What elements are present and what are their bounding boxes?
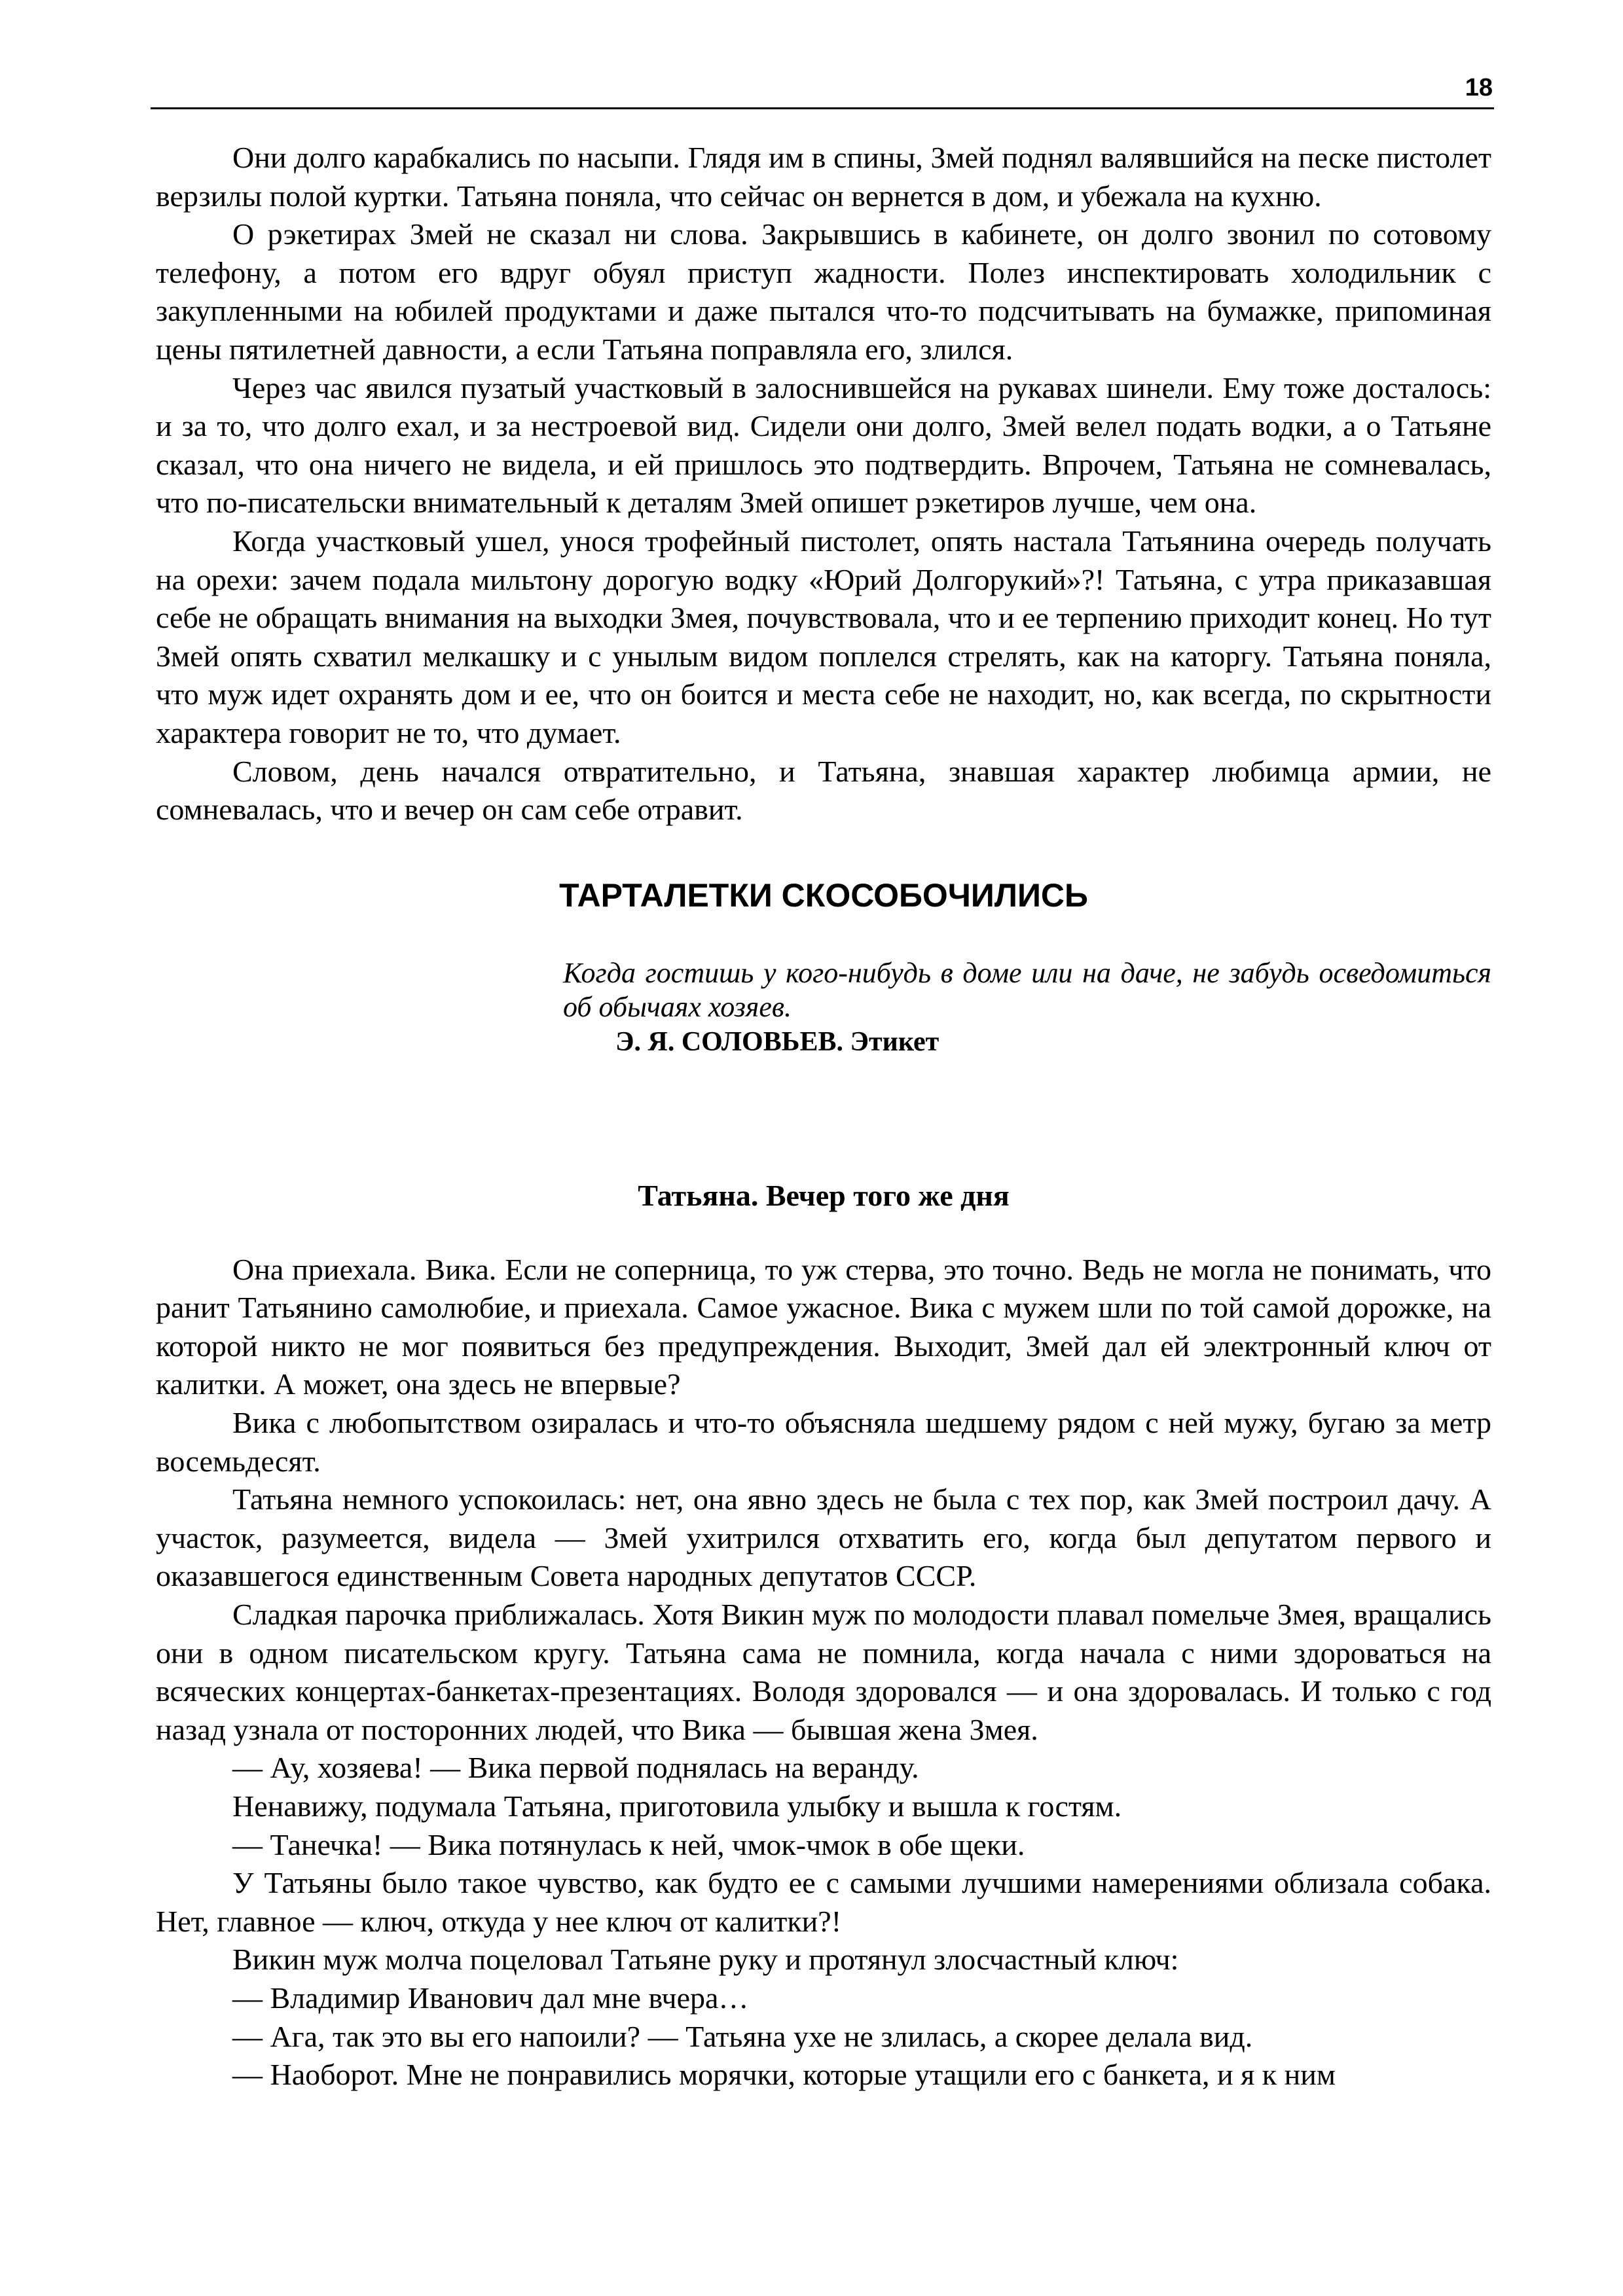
dialogue-line: — Наоборот. Мне не понравились морячки, которые утащили его с банкета, и я к ним xyxy=(232,2058,1336,2092)
paragraph: Через час явился пузатый участковый в залоснившейся на рукавах шинели. Ему тоже досталось: и за то, что долго ехал, и за нестроевой вид. Сидели они долго, Змей велел подать водки, а о Татьяне сказал, что она ничего не видела, и ей пришлось это подтвердить. Впрочем, Татьяна не сомневалась, что по-писательски внимательный к деталям Змей опишет рэкетиров лучше, чем она. xyxy=(156,370,1491,520)
header-rule xyxy=(151,107,1494,109)
dialogue-line: — Ау, хозяева! — Вика первой поднялась на веранду. xyxy=(232,1751,919,1785)
dialogue-line: — Танечка! — Вика потянулась к ней, чмок-чмок в обе щеки. xyxy=(232,1827,1025,1861)
paragraph: Когда участковый ушел, унося трофейный пистолет, опять настала Татьянина очередь получать на орехи: зачем подала мильтону дорогую водку «Юрий Долгорукий»?! Татьяна, с утра приказавшая себе не обращать внимания на выходки Змея, почувствовала, что и ее терпению приходит конец. Но тут Змей опять схватил мелкашку и с унылым видом поплелся стрелять, как на каторгу. Татьяна поняла, что муж идет охранять дом и ее, что он боится и места себе не находит, но, как всегда, по скрытности характера говорит не то, что думает. xyxy=(156,524,1491,749)
paragraph: О рэкетирах Змей не сказал ни слова. Закрывшись в кабинете, он долго звонил по сотовому телефону, а потом его вдруг обуял приступ жадности. Полез инспектировать холодильник с закупленными на юбилей продуктами и даже пытался что-то подсчитывать на бумажке, припоминая цены пятилетней давности, а если Татьяна поправляла его, злился. xyxy=(156,217,1491,366)
epigraph xyxy=(563,956,1491,1060)
page-content xyxy=(156,139,1491,2094)
dialogue-line: — Владимир Иванович дал мне вчера… xyxy=(232,1981,749,2015)
paragraph: Татьяна немного успокоилась: нет, она явно здесь не была с тех пор, как Змей построил дачу. А участок, разумеется, видела — Змей ухитрился отхватить его, когда был депутатом первого и оказавшегося единственным Совета народных депутатов СССР. xyxy=(156,1482,1491,1593)
chapter-title: ТАРТАЛЕТКИ СКОСОБОЧИЛИСЬ xyxy=(559,876,1088,914)
paragraph: Словом, день начался отвратительно, и Татьяна, знавшая характер любимца армии, не сомневалась, что и вечер он сам себе отравит. xyxy=(156,754,1491,827)
chapter-body xyxy=(156,1251,1491,2094)
paragraph: Они долго карабкались по насыпи. Глядя им в спины, Змей поднял валявшийся на песке пистолет верзилы полой куртки. Татьяна поняла, что сейчас он вернется в дом, и убежала на кухню. xyxy=(156,141,1491,213)
scene-heading: Татьяна. Вечер того же дня xyxy=(638,1178,1010,1212)
paragraph: Ненавижу, подумала Татьяна, приготовила улыбку и вышла к гостям. xyxy=(232,1789,1122,1823)
epigraph-source: Э. Я. СОЛОВЬЕВ. Этикет xyxy=(615,1026,939,1057)
paragraph: Викин муж молча поцеловал Татьяне руку и протянул злосчастный ключ: xyxy=(232,1943,1179,1977)
paragraph: Она приехала. Вика. Если не соперница, то уж стерва, это точно. Ведь не могла не понимать, что ранит Татьянино самолюбие, и приехала. Самое ужасное. Вика с мужем шли по той самой дорожке, на которой никто не мог появиться без предупреждения. Выходит, Змей дал ей электронный ключ от калитки. А может, она здесь не впервые? xyxy=(156,1252,1491,1401)
paragraph: Сладкая парочка приближалась. Хотя Викин муж по молодости плавал помельче Змея, вращались они в одном писательском кругу. Татьяна сама не помнила, когда начала с ними здороваться на всяческих концертах-банкетах-презентациях. Володя здоровался — и она здоровалась. И только с год назад узнала от посторонних людей, что Вика — бывшая жена Змея. xyxy=(156,1598,1491,1746)
paragraph: Вика с любопытством озиралась и что-то объясняла шедшему рядом с ней мужу, бугаю за метр восемьдесят. xyxy=(156,1406,1491,1478)
epigraph-text: Когда гостишь у кого-нибудь в доме или на даче, не забудь осведомиться об обычаях хозяев. xyxy=(563,956,1491,1023)
page-number: 18 xyxy=(1465,74,1493,101)
paragraph: У Татьяны было такое чувство, как будто ее с самыми лучшими намерениями облизала собака. Нет, главное — ключ, откуда у нее ключ от калитки?! xyxy=(156,1866,1491,1938)
dialogue-line: — Ага, так это вы его напоили? — Татьяна ухе не злилась, а скорее делала вид. xyxy=(232,2019,1253,2053)
